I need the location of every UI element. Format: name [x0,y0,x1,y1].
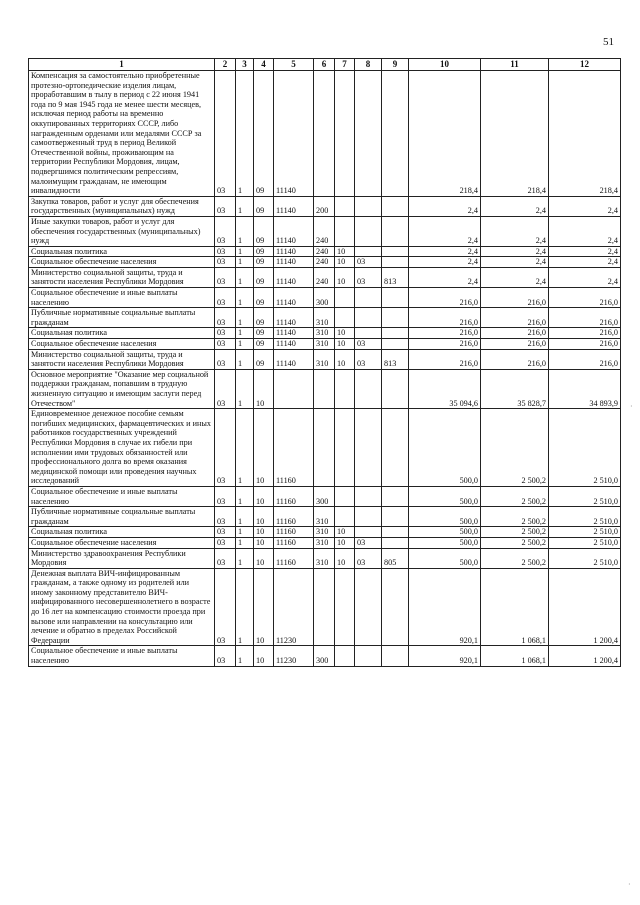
cell-col-11: 216,0 [481,328,549,339]
table-row [29,507,621,527]
cell-col-5: 11140 [274,328,314,339]
cell-col-11: 2,4 [481,267,549,287]
cell-col-2: 03 [215,537,236,548]
cell-col-12: 2,4 [549,267,621,287]
cell-col-6: 310 [314,339,335,350]
cell-col-11: 2 500,2 [481,527,549,538]
cell-col-2: 03 [215,196,236,216]
cell-col-11: 218,4 [481,71,549,197]
cell-col-8 [355,568,382,646]
cell-col-2: 03 [215,216,236,246]
table-row [29,568,621,646]
row-description: Социальная политика [29,527,215,538]
cell-col-11: 2 500,2 [481,507,549,527]
cell-col-7 [335,216,355,246]
column-header: 9 [382,59,409,71]
cell-col-6 [314,369,335,408]
cell-col-6: 310 [314,548,335,568]
cell-col-8 [355,486,382,506]
cell-col-5: 11140 [274,267,314,287]
cell-col-4: 09 [254,308,274,328]
cell-col-11: 1 068,1 [481,568,549,646]
row-description: Публичные нормативные социальные выплаты гражданам [29,507,215,527]
column-header: 3 [236,59,254,71]
cell-col-10: 218,4 [409,71,481,197]
cell-col-12: 216,0 [549,349,621,369]
cell-col-4: 10 [254,369,274,408]
cell-col-4: 09 [254,257,274,268]
cell-col-5: 11230 [274,568,314,646]
cell-col-11: 2,4 [481,257,549,268]
column-header: 1 [29,59,215,71]
cell-col-7: 10 [335,548,355,568]
cell-col-3: 1 [236,339,254,350]
cell-col-3: 1 [236,288,254,308]
budget-table-container [28,58,620,667]
cell-col-9 [382,646,409,666]
cell-col-6: 310 [314,349,335,369]
cell-col-7 [335,308,355,328]
table-row [29,527,621,538]
cell-col-6: 300 [314,288,335,308]
cell-col-5: 11140 [274,216,314,246]
cell-col-5: 11140 [274,308,314,328]
table-row [29,537,621,548]
cell-col-11: 2 500,2 [481,548,549,568]
cell-col-10: 216,0 [409,288,481,308]
cell-col-2: 03 [215,486,236,506]
cell-col-8 [355,646,382,666]
cell-col-4: 09 [254,349,274,369]
cell-col-6: 200 [314,196,335,216]
cell-col-12: 2 510,0 [549,537,621,548]
cell-col-8 [355,409,382,487]
cell-col-6: 310 [314,537,335,548]
cell-col-5: 11140 [274,349,314,369]
cell-col-12: 2 510,0 [549,527,621,538]
cell-col-6: 240 [314,257,335,268]
cell-col-3: 1 [236,486,254,506]
cell-col-2: 03 [215,568,236,646]
cell-col-5: 11160 [274,537,314,548]
cell-col-2: 03 [215,71,236,197]
cell-col-7: 10 [335,257,355,268]
cell-col-5: 11160 [274,409,314,487]
cell-col-8 [355,308,382,328]
row-description: Социальное обеспечение населения [29,257,215,268]
cell-col-3: 1 [236,216,254,246]
table-body [29,71,621,667]
cell-col-2: 03 [215,328,236,339]
cell-col-4: 10 [254,568,274,646]
column-header: 2 [215,59,236,71]
cell-col-8: 03 [355,537,382,548]
cell-col-7: 10 [335,527,355,538]
table-row [29,216,621,246]
cell-col-6: 240 [314,267,335,287]
cell-col-6: 310 [314,507,335,527]
cell-col-7: 10 [335,339,355,350]
cell-col-2: 03 [215,527,236,538]
cell-col-8 [355,288,382,308]
table-row [29,349,621,369]
cell-col-8: 03 [355,349,382,369]
cell-col-10: 216,0 [409,328,481,339]
cell-col-4: 10 [254,409,274,487]
row-description: Социальная политика [29,328,215,339]
row-description: Иные закупки товаров, работ и услуг для обеспечения государственных (муниципальных) нужд [29,216,215,246]
scan-mark: · [628,880,631,889]
cell-col-6 [314,409,335,487]
cell-col-7 [335,646,355,666]
row-description: Денежная выплата ВИЧ-инфицированным гражданам, а также одному из родителей или иному законному представителю ВИЧ-инфицированного несовершеннолетнего в возрасте до 16 лет на компенсацию стоимости проезда при вызове или направлении на консультацию или лечение и обратно в пределах Российской Федерации [29,568,215,646]
cell-col-12: 2 510,0 [549,409,621,487]
cell-col-6: 240 [314,246,335,257]
cell-col-6: 300 [314,486,335,506]
cell-col-6: 310 [314,328,335,339]
table-row [29,486,621,506]
cell-col-8: 03 [355,267,382,287]
budget-table [28,58,621,667]
cell-col-10: 2,4 [409,257,481,268]
cell-col-2: 03 [215,246,236,257]
cell-col-11: 216,0 [481,339,549,350]
cell-col-5: 11140 [274,288,314,308]
cell-col-5: 11140 [274,196,314,216]
cell-col-7: 10 [335,267,355,287]
cell-col-9 [382,196,409,216]
column-header: 5 [274,59,314,71]
table-row [29,328,621,339]
cell-col-12: 2,4 [549,216,621,246]
cell-col-5 [274,369,314,408]
cell-col-8 [355,71,382,197]
cell-col-12: 2,4 [549,257,621,268]
cell-col-5: 11230 [274,646,314,666]
cell-col-8: 03 [355,339,382,350]
cell-col-10: 500,0 [409,527,481,538]
cell-col-8 [355,196,382,216]
table-row [29,71,621,197]
table-row [29,548,621,568]
cell-col-9 [382,308,409,328]
cell-col-10: 216,0 [409,349,481,369]
cell-col-2: 03 [215,349,236,369]
cell-col-4: 09 [254,288,274,308]
cell-col-8: 03 [355,257,382,268]
cell-col-9 [382,328,409,339]
row-description: Социальное обеспечение населения [29,537,215,548]
row-description: Министерство социальной защиты, труда и занятости населения Республики Мордовия [29,267,215,287]
cell-col-10: 216,0 [409,339,481,350]
cell-col-2: 03 [215,308,236,328]
header-row [29,59,621,71]
cell-col-11: 2 500,2 [481,537,549,548]
cell-col-3: 1 [236,568,254,646]
table-row [29,257,621,268]
cell-col-3: 1 [236,308,254,328]
row-description: Основное мероприятие "Оказание мер социальной поддержки гражданам, попавшим в трудную жизненную ситуацию и имеющим заслуги перед Отечеством" [29,369,215,408]
column-header: 4 [254,59,274,71]
row-description: Социальное обеспечение и иные выплаты населению [29,486,215,506]
cell-col-4: 10 [254,646,274,666]
cell-col-4: 10 [254,537,274,548]
row-description: Социальное обеспечение и иные выплаты населению [29,288,215,308]
cell-col-5: 11140 [274,71,314,197]
cell-col-11: 35 828,7 [481,369,549,408]
cell-col-8 [355,527,382,538]
cell-col-6: 300 [314,646,335,666]
cell-col-8: 03 [355,548,382,568]
table-row [29,267,621,287]
cell-col-2: 03 [215,646,236,666]
table-row [29,246,621,257]
cell-col-11: 216,0 [481,349,549,369]
cell-col-10: 920,1 [409,646,481,666]
cell-col-7 [335,369,355,408]
cell-col-9 [382,257,409,268]
row-description: Социальная политика [29,246,215,257]
cell-col-5: 11140 [274,339,314,350]
cell-col-10: 500,0 [409,486,481,506]
cell-col-12: 2,4 [549,246,621,257]
cell-col-5: 11140 [274,246,314,257]
table-row [29,196,621,216]
cell-col-7 [335,486,355,506]
cell-col-3: 1 [236,257,254,268]
cell-col-5: 11160 [274,527,314,538]
cell-col-3: 1 [236,71,254,197]
cell-col-10: 2,4 [409,246,481,257]
cell-col-7 [335,288,355,308]
cell-col-12: 34 893,9 [549,369,621,408]
cell-col-9 [382,507,409,527]
cell-col-3: 1 [236,267,254,287]
column-header: 8 [355,59,382,71]
row-description: Компенсация за самостоятельно приобретенные протезно-ортопедические изделия лицам, проработавшим в тылу в период с 22 июня 1941 года по 9 мая 1945 года не менее шести месяцев, исключая период работы на временно оккупированных территориях СССР, либо награжденным орденами или медалями СССР за самоотверженный труд в период Великой Отечественной войны, проживающим на территории Республики Мордовия, лицам, подвергшимся политическим репрессиям, малоимущим гражданам, не имеющим инвалидности [29,71,215,197]
cell-col-3: 1 [236,369,254,408]
cell-col-5: 11160 [274,548,314,568]
cell-col-9 [382,409,409,487]
cell-col-4: 10 [254,527,274,538]
cell-col-12: 1 200,4 [549,568,621,646]
row-description: Социальное обеспечение населения [29,339,215,350]
cell-col-7 [335,507,355,527]
cell-col-9 [382,339,409,350]
row-description: Министерство здравоохранения Республики Мордовия [29,548,215,568]
cell-col-11: 2,4 [481,216,549,246]
cell-col-4: 10 [254,507,274,527]
cell-col-3: 1 [236,548,254,568]
cell-col-4: 09 [254,246,274,257]
cell-col-12: 216,0 [549,339,621,350]
row-description: Министерство социальной защиты, труда и занятости населения Республики Мордовия [29,349,215,369]
cell-col-10: 500,0 [409,507,481,527]
cell-col-11: 216,0 [481,288,549,308]
cell-col-6: 240 [314,216,335,246]
cell-col-3: 1 [236,507,254,527]
cell-col-10: 500,0 [409,537,481,548]
cell-col-3: 1 [236,246,254,257]
cell-col-2: 03 [215,257,236,268]
cell-col-11: 2,4 [481,196,549,216]
cell-col-11: 216,0 [481,308,549,328]
column-header: 6 [314,59,335,71]
cell-col-9 [382,246,409,257]
cell-col-6: 310 [314,308,335,328]
cell-col-9 [382,527,409,538]
cell-col-7: 10 [335,537,355,548]
cell-col-10: 920,1 [409,568,481,646]
cell-col-11: 2 500,2 [481,486,549,506]
cell-col-2: 03 [215,267,236,287]
cell-col-2: 03 [215,369,236,408]
cell-col-7: 10 [335,246,355,257]
table-row [29,409,621,487]
cell-col-9: 813 [382,349,409,369]
cell-col-3: 1 [236,196,254,216]
cell-col-11: 1 068,1 [481,646,549,666]
cell-col-7 [335,196,355,216]
cell-col-6 [314,71,335,197]
column-header: 7 [335,59,355,71]
table-row [29,308,621,328]
row-description: Социальное обеспечение и иные выплаты населению [29,646,215,666]
cell-col-10: 35 094,6 [409,369,481,408]
cell-col-9 [382,537,409,548]
cell-col-12: 2,4 [549,196,621,216]
table-row [29,646,621,666]
cell-col-12: 2 510,0 [549,548,621,568]
cell-col-6 [314,568,335,646]
cell-col-3: 1 [236,409,254,487]
cell-col-2: 03 [215,409,236,487]
row-description: Закупка товаров, работ и услуг для обеспечения государственных (муниципальных) нужд [29,196,215,216]
cell-col-4: 09 [254,267,274,287]
cell-col-10: 500,0 [409,409,481,487]
cell-col-7: 10 [335,328,355,339]
cell-col-3: 1 [236,349,254,369]
cell-col-10: 2,4 [409,196,481,216]
cell-col-12: 2 510,0 [549,507,621,527]
cell-col-12: 1 200,4 [549,646,621,666]
row-description: Публичные нормативные социальные выплаты гражданам [29,308,215,328]
cell-col-9 [382,568,409,646]
cell-col-4: 10 [254,486,274,506]
cell-col-3: 1 [236,537,254,548]
cell-col-8 [355,328,382,339]
cell-col-9 [382,71,409,197]
cell-col-7 [335,568,355,646]
cell-col-2: 03 [215,548,236,568]
cell-col-5: 11140 [274,257,314,268]
cell-col-4: 09 [254,339,274,350]
column-header: 12 [549,59,621,71]
cell-col-7: 10 [335,349,355,369]
cell-col-12: 2 510,0 [549,486,621,506]
cell-col-7 [335,71,355,197]
cell-col-12: 216,0 [549,288,621,308]
cell-col-2: 03 [215,507,236,527]
cell-col-10: 216,0 [409,308,481,328]
cell-col-9: 805 [382,548,409,568]
table-row [29,339,621,350]
row-description: Единовременное денежное пособие семьям погибших медицинских, фармацевтических и иных работников государственных учреждений Республики Мордовия в случае их гибели при исполнении ими трудовых обязанностей или профессионального долга во время оказания медицинской помощи или проведения научных исследований [29,409,215,487]
cell-col-5: 11160 [274,507,314,527]
cell-col-9: 813 [382,267,409,287]
column-header: 11 [481,59,549,71]
cell-col-8 [355,216,382,246]
cell-col-11: 2 500,2 [481,409,549,487]
table-row [29,369,621,408]
cell-col-6: 310 [314,527,335,538]
page-number: 51 [603,36,614,48]
cell-col-9 [382,486,409,506]
cell-col-5: 11160 [274,486,314,506]
cell-col-4: 09 [254,196,274,216]
cell-col-8 [355,369,382,408]
column-header: 10 [409,59,481,71]
cell-col-4: 10 [254,548,274,568]
cell-col-10: 2,4 [409,216,481,246]
cell-col-4: 09 [254,328,274,339]
cell-col-12: 218,4 [549,71,621,197]
cell-col-4: 09 [254,216,274,246]
cell-col-3: 1 [236,646,254,666]
scan-mark: · [630,402,633,411]
cell-col-9 [382,288,409,308]
cell-col-7 [335,409,355,487]
cell-col-8 [355,246,382,257]
cell-col-10: 2,4 [409,267,481,287]
cell-col-12: 216,0 [549,328,621,339]
cell-col-4: 09 [254,71,274,197]
table-row [29,288,621,308]
cell-col-10: 500,0 [409,548,481,568]
cell-col-2: 03 [215,339,236,350]
cell-col-8 [355,507,382,527]
cell-col-3: 1 [236,527,254,538]
cell-col-3: 1 [236,328,254,339]
cell-col-11: 2,4 [481,246,549,257]
cell-col-9 [382,216,409,246]
cell-col-2: 03 [215,288,236,308]
cell-col-12: 216,0 [549,308,621,328]
cell-col-9 [382,369,409,408]
